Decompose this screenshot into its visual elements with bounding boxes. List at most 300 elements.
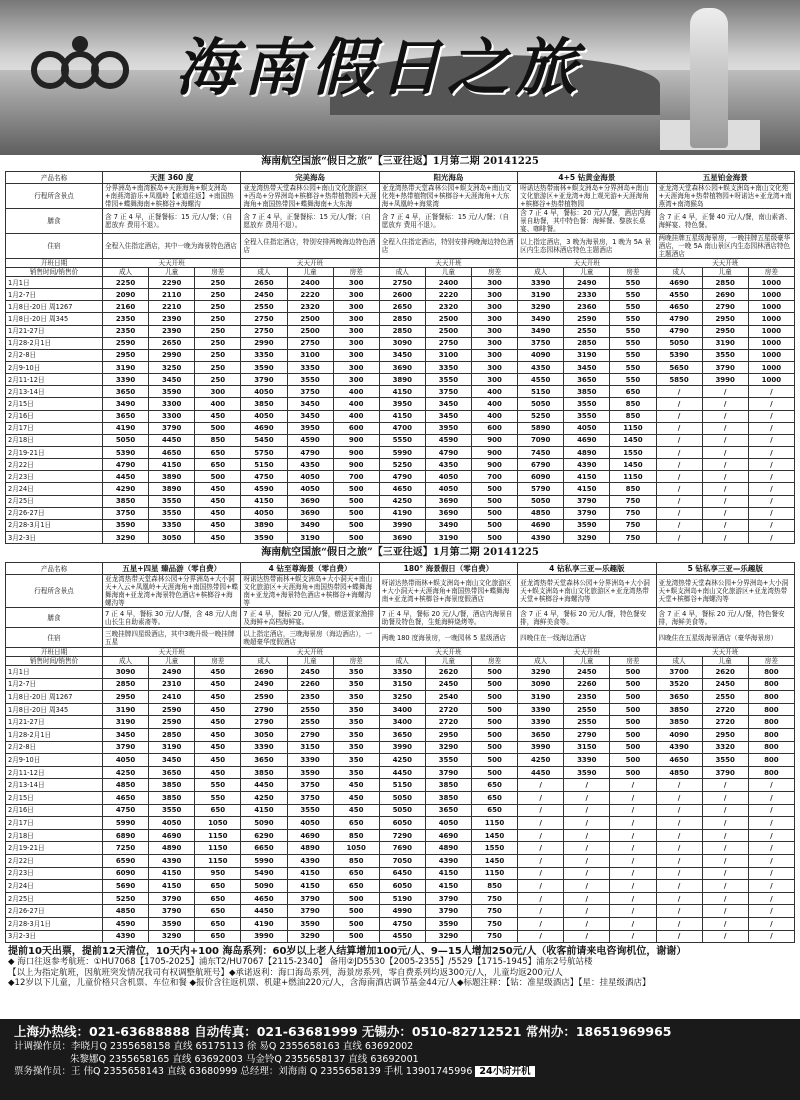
price-cell: 3590	[241, 361, 287, 373]
price-cell: 400	[333, 386, 379, 398]
price-cell: /	[702, 829, 748, 842]
date-cell: 2月18日	[6, 434, 103, 446]
price-cell: 5650	[656, 361, 702, 373]
price-cell: 6050	[379, 817, 425, 830]
price-cell: 3490	[518, 313, 564, 325]
price-cell: 1000	[748, 361, 794, 373]
price-cell: 2850	[149, 729, 195, 742]
price-cell: /	[748, 483, 794, 495]
date-cell: 2月18日	[6, 829, 103, 842]
price-cell: 3350	[241, 349, 287, 361]
price-cell: 250	[195, 289, 241, 301]
table-row	[6, 289, 795, 301]
price-cell: /	[702, 842, 748, 855]
price-cell: 1000	[748, 313, 794, 325]
adult-header: 成人	[103, 268, 149, 277]
date-cell: 1月2-7日	[6, 678, 103, 691]
stay-cell: 四晚住在一线海边酒店	[518, 628, 656, 648]
price-cell: 450	[333, 779, 379, 792]
price-cell: 3550	[149, 495, 195, 507]
adult-header: 成人	[379, 657, 425, 666]
price-cell: 4650	[379, 483, 425, 495]
price-cell: /	[518, 905, 564, 918]
price-cell: /	[564, 905, 610, 918]
price-cell: 650	[195, 880, 241, 893]
price-cell: 3550	[702, 754, 748, 767]
price-cell: 4390	[656, 741, 702, 754]
price-cell: 3550	[149, 804, 195, 817]
price-cell: 3450	[564, 361, 610, 373]
price-cell: 4750	[241, 471, 287, 483]
price-cell: 3850	[241, 766, 287, 779]
price-cell: 3550	[425, 754, 471, 767]
table-row	[6, 446, 795, 458]
price-cell: 2750	[425, 337, 471, 349]
price-cell: 500	[333, 519, 379, 531]
price-cell: 4550	[656, 289, 702, 301]
price-cell: 500	[472, 483, 518, 495]
price-cell: 5990	[379, 446, 425, 458]
price-cell: 500	[195, 471, 241, 483]
price-cell: 4690	[149, 829, 195, 842]
table-row	[6, 804, 795, 817]
info-row-meals	[6, 608, 795, 628]
daily-cell: 天天开班	[518, 648, 656, 657]
price-cell: 300	[333, 301, 379, 313]
section1-title: 海南航空国旅“假日之旅”【三亚往返】1月第二期 20141225	[261, 156, 539, 167]
price-cell: 850	[195, 434, 241, 446]
price-cell: 3390	[564, 754, 610, 767]
price-cell: 750	[472, 905, 518, 918]
price-cell: 500	[333, 495, 379, 507]
price-cell: 4450	[103, 471, 149, 483]
price-cell: 3290	[149, 930, 195, 943]
child-header: 儿童	[149, 268, 195, 277]
price-cell: 3650	[564, 374, 610, 386]
price-cell: /	[610, 867, 656, 880]
price-cell: 2500	[287, 313, 333, 325]
price-cell: 450	[195, 519, 241, 531]
price-cell: 2090	[103, 289, 149, 301]
price-cell: 500	[472, 741, 518, 754]
price-cell: 7050	[379, 855, 425, 868]
price-cell: 2550	[241, 301, 287, 313]
table-row	[6, 867, 795, 880]
price-cell: 2650	[379, 301, 425, 313]
price-cell: 4350	[518, 361, 564, 373]
price-cell: /	[564, 867, 610, 880]
price-cell: 2990	[149, 349, 195, 361]
price-cell: 750	[472, 892, 518, 905]
price-cell: 5250	[379, 459, 425, 471]
price-cell: 500	[472, 666, 518, 679]
price-cell: /	[748, 792, 794, 805]
price-cell: 4790	[379, 471, 425, 483]
price-cell: 3320	[702, 741, 748, 754]
price-cell: 350	[333, 741, 379, 754]
price-cell: 5890	[518, 422, 564, 434]
price-cell: 500	[333, 892, 379, 905]
price-cell: /	[748, 829, 794, 842]
price-cell: 3590	[103, 519, 149, 531]
booking-note: 提前10天出票，提前12天清位，10天内+100 海岛系列：60岁以上老人结算增加100元/人、9—15人增加250元/人（收客前请来电咨询机位，谢谢）	[8, 946, 687, 958]
price-cell: 3290	[287, 930, 333, 943]
price-cell: 3450	[103, 729, 149, 742]
price-cell: 500	[472, 703, 518, 716]
price-cell: 750	[610, 495, 656, 507]
price-cell: 800	[748, 766, 794, 779]
price-cell: 800	[748, 741, 794, 754]
price-cell: 1150	[472, 867, 518, 880]
price-cell: 4690	[425, 829, 471, 842]
price-cell: /	[518, 817, 564, 830]
price-cell: 3090	[379, 337, 425, 349]
meals-cell: 7 正 4 早，餐标 20 元/人/餐，酒店内海景自助餐及特色餐，生蚝海鲜烧烤等。	[379, 608, 517, 628]
price-cell: 3950	[425, 422, 471, 434]
price-cell: /	[610, 817, 656, 830]
price-cell: 5050	[379, 804, 425, 817]
date-cell: 2月17日	[6, 422, 103, 434]
price-cell: 900	[333, 459, 379, 471]
price-cell: 5050	[379, 792, 425, 805]
price-cell: 4150	[379, 410, 425, 422]
price-cell: 450	[195, 678, 241, 691]
price-cell: 5390	[656, 349, 702, 361]
price-cell: 7690	[379, 842, 425, 855]
price-cell: 2350	[103, 313, 149, 325]
date-cell: 2月11-12日	[6, 374, 103, 386]
price-cell: 4050	[287, 471, 333, 483]
price-cell: /	[748, 817, 794, 830]
price-cell: 550	[610, 289, 656, 301]
price-cell: 400	[333, 398, 379, 410]
price-cell: 3190	[518, 691, 564, 704]
price-cell: 300	[333, 277, 379, 289]
date-cell: 2月22日	[6, 459, 103, 471]
stay-cell: 全程入住指定酒店，特别安排两晚海边特色酒店	[379, 234, 517, 259]
product-name-cell: 4 钻私享三亚—乐趣版	[518, 563, 656, 575]
price-cell: 500	[472, 754, 518, 767]
price-cell: 2650	[241, 277, 287, 289]
adult-header: 成人	[656, 657, 702, 666]
price-cell: 3350	[287, 361, 333, 373]
price-cell: 4850	[656, 766, 702, 779]
price-cell: 6590	[103, 855, 149, 868]
price-cell: 2790	[241, 716, 287, 729]
price-cell: 450	[333, 804, 379, 817]
price-cell: 2220	[425, 289, 471, 301]
price-cell: 3890	[149, 471, 195, 483]
price-cell: 3290	[425, 741, 471, 754]
price-cell: 350	[333, 703, 379, 716]
price-cell: 3590	[287, 917, 333, 930]
price-cell: 850	[333, 829, 379, 842]
table-row	[6, 678, 795, 691]
price-cell: 250	[195, 337, 241, 349]
price-cell: 750	[472, 930, 518, 943]
price-cell: 450	[333, 792, 379, 805]
price-cell: 2290	[149, 277, 195, 289]
price-cell: /	[656, 410, 702, 422]
price-cell: 450	[195, 741, 241, 754]
price-cell: 4150	[287, 880, 333, 893]
price-cell: 3550	[564, 398, 610, 410]
price-cell: 450	[195, 507, 241, 519]
price-cell: /	[702, 930, 748, 943]
table-row	[6, 766, 795, 779]
daily-cell: 天天开班	[656, 259, 795, 268]
price-cell: 3450	[149, 374, 195, 386]
table-row	[6, 779, 795, 792]
price-cell: 550	[195, 792, 241, 805]
price-cell: 2950	[103, 349, 149, 361]
price-cell: /	[656, 829, 702, 842]
price-cell: 4590	[103, 917, 149, 930]
price-cell: 3550	[287, 804, 333, 817]
price-cell: 2590	[149, 716, 195, 729]
price-cell: /	[656, 471, 702, 483]
price-cell: 4050	[425, 483, 471, 495]
price-cell: /	[748, 434, 794, 446]
row-label-depart: 开班日期	[6, 648, 103, 657]
price-cell: 3050	[241, 729, 287, 742]
date-cell: 1月1日	[6, 666, 103, 679]
price-cell: /	[702, 855, 748, 868]
price-cell: 4050	[287, 817, 333, 830]
price-cell: 650	[333, 880, 379, 893]
price-cell: 4790	[425, 446, 471, 458]
price-cell: 850	[610, 410, 656, 422]
price-cell: 500	[610, 716, 656, 729]
price-cell: 3450	[425, 410, 471, 422]
table-row	[6, 754, 795, 767]
price-cell: /	[656, 817, 702, 830]
table-row	[6, 829, 795, 842]
date-cell: 2月26-27日	[6, 905, 103, 918]
price-cell: 1000	[748, 301, 794, 313]
price-cell: 1150	[472, 817, 518, 830]
price-cell: 2350	[564, 691, 610, 704]
price-cell: 2500	[425, 313, 471, 325]
price-cell: 4850	[518, 507, 564, 519]
price-cell: 550	[610, 313, 656, 325]
price-cell: 300	[472, 374, 518, 386]
price-cell: 500	[472, 519, 518, 531]
price-cell: 3390	[518, 277, 564, 289]
price-cell: 3850	[656, 703, 702, 716]
row-label-price-head: 销售时间/销售价	[6, 268, 103, 277]
price-cell: 2950	[702, 729, 748, 742]
price-cell: /	[518, 779, 564, 792]
price-cell: 2590	[564, 313, 610, 325]
price-cell: 3190	[425, 531, 471, 543]
price-cell: 3290	[518, 301, 564, 313]
price-cell: 600	[333, 422, 379, 434]
room-header: 房差	[472, 657, 518, 666]
child-header: 儿童	[702, 657, 748, 666]
price-cell: /	[518, 792, 564, 805]
sights-cell: 亚龙湾热带天堂森林公园+分界洲岛+大小洞天+入云+凤凰岭+天涯海角+南国热带园+蝶舞海南+亚龙湾+海景特色酒店+槟榔谷+海螺沟等	[103, 575, 241, 608]
price-cell: /	[518, 804, 564, 817]
price-cell: /	[656, 792, 702, 805]
price-cell: 5790	[518, 483, 564, 495]
price-cell: 3650	[103, 386, 149, 398]
price-cell: 5750	[241, 446, 287, 458]
sights-cell: 亚龙湾天堂森林公园+蜈支洲岛+南山文化苑+天涯海角+热带植物园+呀诺达+亚龙湾+南燕湾+南湾猴岛	[656, 184, 795, 209]
price-cell: /	[702, 507, 748, 519]
price-cell: /	[610, 855, 656, 868]
price-cell: 2390	[149, 325, 195, 337]
price-cell: 3850	[656, 716, 702, 729]
price-cell: /	[702, 804, 748, 817]
price-cell: /	[656, 880, 702, 893]
meals-cell: 7 正 4 早，餐标 20 元/人/餐，赠送疍家渔排及海鲜+高档海鲜宴。	[241, 608, 379, 628]
price-cell: 5050	[518, 398, 564, 410]
price-cell: /	[518, 867, 564, 880]
price-cell: 1450	[472, 855, 518, 868]
price-cell: 2720	[702, 716, 748, 729]
price-cell: 4890	[149, 842, 195, 855]
table-row	[6, 313, 795, 325]
child-price-note: ◆12岁以下儿童，儿童价格只含机票、车位和餐 ◆报价含往返机票、机建+燃油220元/人，含海南酒店调节基金44元/人◆标题注释：【钻：准星级酒店】【星：挂星级酒店】	[8, 977, 651, 988]
sights-cell: 呀诺达热带雨林+蜈支洲岛+大小洞天+南山文化旅游区+天涯海角+南国热带园+蝶舞海南+亚龙湾+海景特色酒店+槟榔谷+海螺沟等	[241, 575, 379, 608]
price-cell: /	[702, 410, 748, 422]
table-row	[6, 349, 795, 361]
price-cell: 3650	[103, 410, 149, 422]
operator-line-2: 朱黎娜Q 2355658165 直线 63692003 马金铃Q 2355658137 直线 63692001	[70, 1053, 419, 1065]
rebate-note: 【以上为指定航班，因航班突发情况我司有权调整航班号】◆承诺返利：海口海岛系列，海景房系列，零自费系列均返300元/人，儿童均返200元/人	[8, 967, 563, 978]
price-cell: 2950	[702, 325, 748, 337]
price-cell: 3790	[425, 766, 471, 779]
price-cell: 1450	[472, 829, 518, 842]
price-cell: 1150	[195, 855, 241, 868]
price-cell: 300	[333, 361, 379, 373]
price-table-2	[5, 562, 795, 943]
price-cell: 4850	[103, 779, 149, 792]
meals-cell: 含 7 正 4 早，餐标 20 元/人/餐，特色餐安排，海鲜美食等。	[656, 608, 795, 628]
price-cell: 3850	[564, 386, 610, 398]
price-cell: /	[702, 792, 748, 805]
price-cell: /	[748, 855, 794, 868]
price-cell: 2260	[287, 678, 333, 691]
row-label-product: 产品名称	[6, 172, 103, 184]
price-cell: 4650	[656, 754, 702, 767]
room-header: 房差	[333, 268, 379, 277]
price-cell: 2620	[425, 666, 471, 679]
price-cell: 350	[333, 678, 379, 691]
price-cell: /	[748, 459, 794, 471]
product-name-cell: 阳光海岛	[379, 172, 517, 184]
price-cell: 3390	[518, 703, 564, 716]
price-cell: /	[702, 386, 748, 398]
price-cell: 600	[472, 422, 518, 434]
depart-row	[6, 259, 795, 268]
price-cell: /	[748, 867, 794, 880]
date-cell: 1月28-2月1日	[6, 337, 103, 349]
price-cell: 3350	[149, 519, 195, 531]
date-cell: 2月13-14日	[6, 386, 103, 398]
date-cell: 2月24日	[6, 483, 103, 495]
price-cell: 650	[195, 917, 241, 930]
price-cell: 650	[195, 459, 241, 471]
stay-cell: 两晚 180 度海景房，一晚园林 5 星级酒店	[379, 628, 517, 648]
price-cell: 4050	[241, 410, 287, 422]
child-header: 儿童	[425, 657, 471, 666]
price-cell: 4690	[287, 829, 333, 842]
price-cell: 1150	[195, 829, 241, 842]
date-cell: 2月11-12日	[6, 766, 103, 779]
price-cell: 3790	[149, 905, 195, 918]
price-cell: 500	[610, 741, 656, 754]
price-cell: 4350	[287, 459, 333, 471]
price-cell: 3590	[149, 386, 195, 398]
price-cell: 2750	[241, 313, 287, 325]
price-cell: 3750	[425, 386, 471, 398]
price-cell: 5850	[656, 374, 702, 386]
price-cell: /	[610, 905, 656, 918]
price-cell: 4450	[518, 766, 564, 779]
price-cell: 7250	[103, 842, 149, 855]
price-cell: 3450	[287, 410, 333, 422]
price-cell: 650	[472, 779, 518, 792]
table-row	[6, 880, 795, 893]
price-cell: 3250	[379, 691, 425, 704]
daily-cell: 天天开班	[379, 648, 517, 657]
price-cell: 4190	[241, 917, 287, 930]
row-label-product: 产品名称	[6, 563, 103, 575]
price-cell: 3520	[656, 678, 702, 691]
price-cell: 3590	[425, 917, 471, 930]
price-cell: /	[748, 386, 794, 398]
price-cell: 2250	[103, 277, 149, 289]
price-cell: 5150	[518, 386, 564, 398]
price-cell: 4090	[518, 349, 564, 361]
price-cell: 1150	[610, 422, 656, 434]
price-cell: /	[518, 930, 564, 943]
table-row	[6, 434, 795, 446]
price-cell: 450	[195, 703, 241, 716]
price-cell: 2550	[564, 716, 610, 729]
price-cell: /	[656, 855, 702, 868]
price-cell: /	[748, 892, 794, 905]
price-cell: 2110	[149, 289, 195, 301]
price-cell: 500	[610, 729, 656, 742]
price-cell: 650	[333, 817, 379, 830]
price-cell: 5250	[103, 892, 149, 905]
stay-cell: 三晚挂牌四星级酒店，其中3晚升级一晚挂牌五星	[103, 628, 241, 648]
price-cell: 300	[333, 374, 379, 386]
price-cell: 800	[748, 678, 794, 691]
price-cell: 2790	[564, 729, 610, 742]
row-label-hotels: 行程所含景点	[6, 575, 103, 608]
price-cell: 5050	[656, 337, 702, 349]
price-cell: 400	[195, 398, 241, 410]
price-cell: 2320	[425, 301, 471, 313]
24h-badge: 24小时开机	[475, 1066, 534, 1077]
price-cell: 250	[195, 325, 241, 337]
price-cell: 2790	[287, 729, 333, 742]
price-cell: 450	[195, 754, 241, 767]
price-cell: 5190	[379, 892, 425, 905]
price-cell: 500	[610, 678, 656, 691]
price-cell: 1050	[195, 817, 241, 830]
price-cell: /	[564, 792, 610, 805]
price-cell: 650	[195, 905, 241, 918]
price-cell: 3490	[287, 519, 333, 531]
price-cell: /	[702, 880, 748, 893]
price-cell: 1050	[333, 842, 379, 855]
price-cell: 2950	[702, 313, 748, 325]
